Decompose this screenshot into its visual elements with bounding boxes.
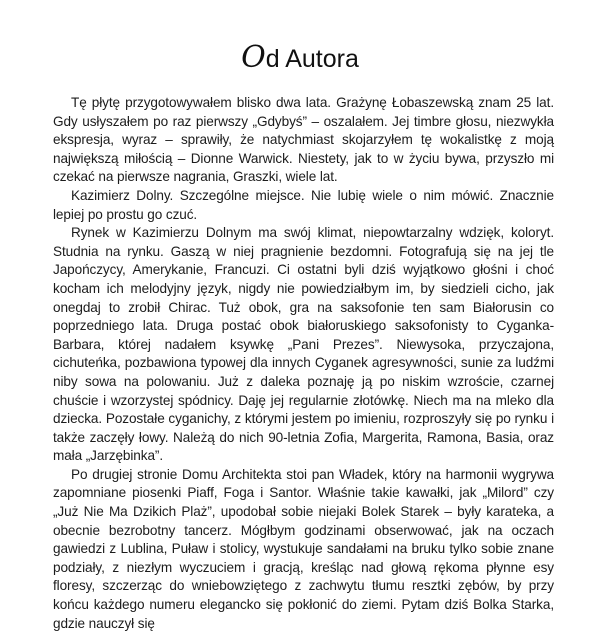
title-text: d Autora (265, 45, 359, 73)
title-decorative-initial: O (241, 40, 266, 75)
body-text (53, 94, 554, 633)
paragraph: Rynek w Kazimierzu Dolnym ma swój klimat, niepowtarzalny wdzięk, koloryt. Studnia na rynku. Gaszą w niej pragnienie bezdomni. Fotografują się na jej tle Japończycy, Amerykanie, Francuzi. Ci ostatni byli dziś wyjątkowo głośni i choć kocham ich melodyjny język, nigdy nie powiedziałbym im, by siedzieli cicho, jak onegdaj to zrobił Chirac. Tuż obok, gra na saksofonie ten sam Białorusin co poprzedniego lata. Druga postać obok białoruskiego saksofonisty to Cyganka-Barbara, której nadałem ksywkę „Pani Prezes”. Niewysoka, przyczajona, cichuteńka, pozbawiona typowej dla innych Cyganek agresywności, sunie za ludźmi niby sowa na polowaniu. Już z daleka poznaję ją po niskim wzroście, czarnej chuście i wzorzystej spódnicy. Daję jej regularnie złotówkę. Niech ma na mleko dla dziecka. Pozostałe cyganichy, z którymi jestem po imieniu, rozproszyły się po rynku i także zaczęły łowy. Należą do nich 90-letnia Zofia, Margerita, Ramona, Basia, oraz mała „Jarzębinka”. (53, 225, 554, 464)
paragraph: Po drugiej stronie Domu Architekta stoi pan Władek, który na harmonii wygrywa zapomniane piosenki Piaff, Foga i Santor. Właśnie takie kawałki, jak „Milord” czy „Już Nie Ma Dzikich Plaż”, upodobał sobie niejaki Bolek Starek – były karateka, a obecnie bezrobotny tancerz. Mógłbym godzinami obserwować, jak na oczach gawiedzi z Lublina, Puław i stolicy, wystukuje sandałami na bruku tylko sobie znane podziały, z niezłym wyczuciem i gracją, kreśląc nad głową rękoma płynne esy floresy, szczerząc do wniebowziętego z zachwytu tłumu resztki zębów, by przy końcu każdego numeru elegancko się pokłonić do ziemi. Pytam dziś Bolka Starka, gdzie nauczył się (53, 466, 554, 631)
paragraph: Kazimierz Dolny. Szczególne miejsce. Nie lubię wiele o nim mówić. Znacznie lepiej po prostu go czuć. (53, 187, 554, 222)
paragraph: Tę płytę przygotowywałem blisko dwa lata. Grażynę Łobaszewską znam 25 lat. Gdy usłyszałem po raz pierwszy „Gdybyś” – oszalałem. Jej timbre głosu, niezwykła ekspresja, wyraz – sprawiły, że natychmiast skojarzyłem tę wokalistkę z moją największą miłością – Dionne Warwick. Niestety, jak to w życiu bywa, przyszło mi czekać na pierwsze nagrania, Graszki, wiele lat. (53, 95, 554, 185)
page-title (0, 38, 600, 79)
